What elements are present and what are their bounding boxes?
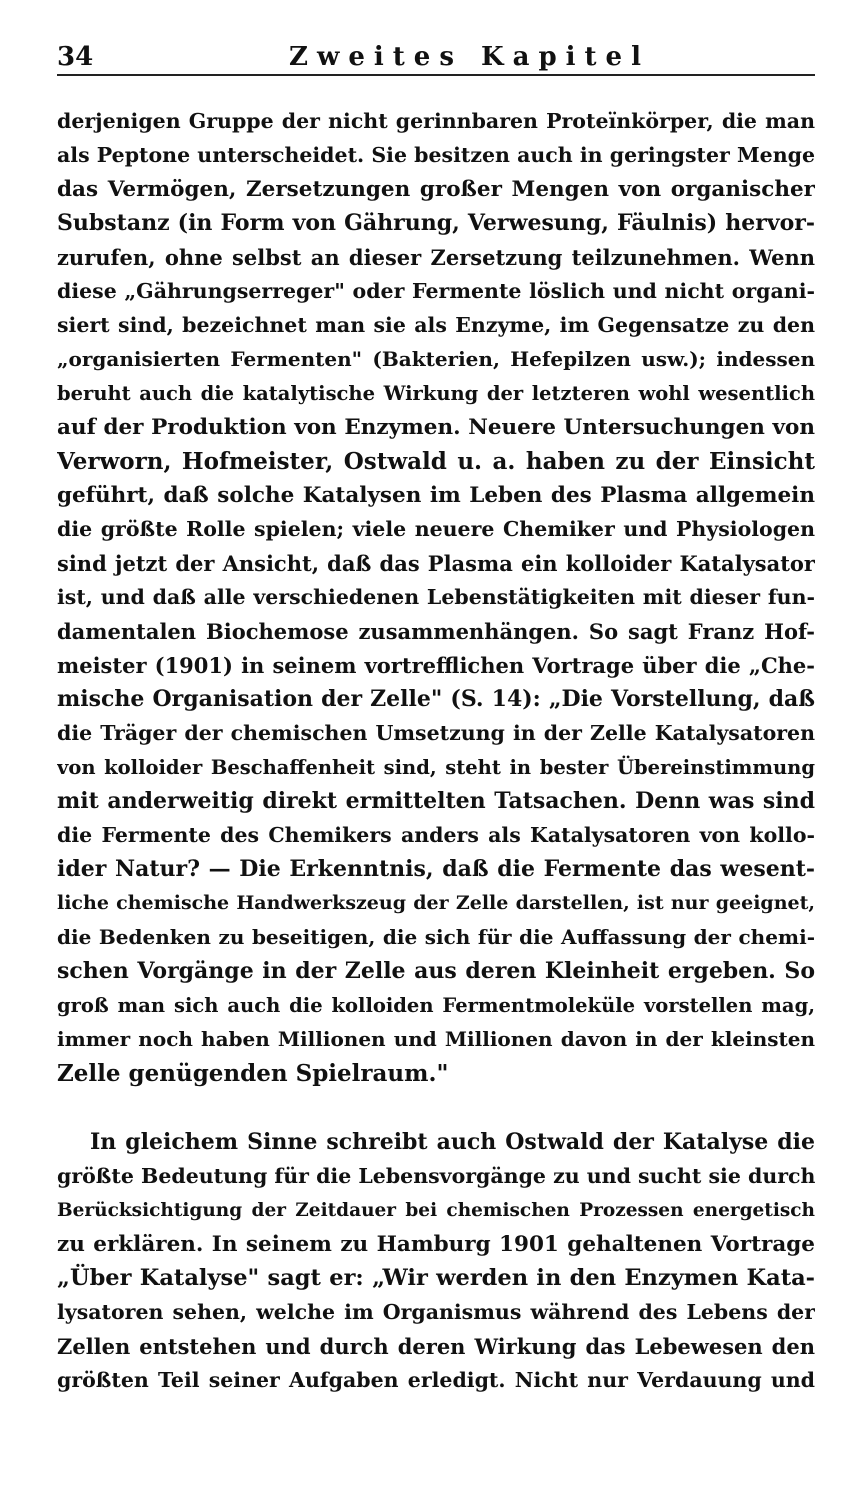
text-line: Substanz (in Form von Gährung, Verwesung, Fäulnis) hervor- <box>57 210 815 236</box>
text-line: beruht auch die katalytische Wirkung der letzteren wohl wesentlich <box>57 382 815 405</box>
text-line: zurufen, ohne selbst an dieser Zersetzung teilzunehmen. Wenn <box>57 245 815 270</box>
text-line: das Vermögen, Zersetzungen großer Mengen von organischer <box>57 177 815 202</box>
text-line: Verworn, Hofmeister, Ostwald u. a. haben zu der Einsicht <box>57 448 815 475</box>
text-line: „organisierten Fermenten" (Bakterien, Hefepilzen usw.); indessen <box>57 347 815 371</box>
text-line: mit anderweitig direkt ermittelten Tatsachen. Denn was sind <box>57 788 815 814</box>
text-line: In gleichem Sinne schreibt auch Ostwald der Katalyse die <box>90 1129 815 1155</box>
text-line: siert sind, bezeichnet man sie als Enzyme, im Gegensatze zu den <box>57 313 815 337</box>
text-line: zu erklären. In seinem zu Hamburg 1901 gehaltenen Vortrage <box>57 1232 815 1257</box>
text-line: immer noch haben Millionen und Millionen davon in der kleinsten <box>57 1027 815 1051</box>
text-line: ider Natur? — Die Erkenntnis, daß die Fermente das wesent- <box>57 856 815 882</box>
text-line: größte Bedeutung für die Lebensvorgänge zu und sucht sie durch <box>57 1164 815 1188</box>
text-line: schen Vorgänge in der Zelle aus deren Kleinheit ergeben. So <box>57 958 815 984</box>
text-line: geführt, daß solche Katalysen im Leben des Plasma allgemein <box>57 483 815 508</box>
text-line: derjenigen Gruppe der nicht gerinnbaren Proteïnkörper, die man <box>57 109 815 133</box>
text-line: als Peptone unterscheidet. Sie besitzen auch in geringster Menge <box>57 143 815 167</box>
text-line: meister (1901) in seinem vortrefflichen Vortrage über die „Che- <box>57 653 815 678</box>
text-line: größten Teil seiner Aufgaben erledigt. Nicht nur Verdauung und <box>57 1368 815 1392</box>
text-line: liche chemische Handwerkszeug der Zelle darstellen, ist nur geeignet, <box>57 892 815 914</box>
text-line: „Über Katalyse" sagt er: „Wir werden in den Enzymen Kata- <box>57 1265 815 1291</box>
text-line: lysatoren sehen, welche im Organismus während des Lebens der <box>57 1300 815 1324</box>
text-line: Zelle genügenden Spielraum." <box>57 1060 449 1087</box>
text-line: Berücksichtigung der Zeitdauer bei chemischen Prozessen energetisch <box>57 1200 815 1221</box>
text-line: damentalen Biochemose zusammenhängen. So sagt Franz Hof- <box>57 619 815 644</box>
text-line: mische Organisation der Zelle" (S. 14): „Die Vorstellung, daß <box>57 686 815 712</box>
header-rule <box>57 74 815 76</box>
text-line: groß man sich auch die kolloiden Fermentmoleküle vorstellen mag, <box>57 994 815 1017</box>
running-head: Zweites Kapitel <box>289 42 650 72</box>
page-number: 34 <box>57 42 94 72</box>
text-line: die Bedenken zu beseitigen, die sich für die Auffassung der chemi- <box>57 925 815 949</box>
text-line: die Träger der chemischen Umsetzung in der Zelle Katalysatoren <box>57 721 815 745</box>
page-header <box>57 38 815 74</box>
text-line: diese „Gährungserreger" oder Fermente löslich und nicht organi- <box>57 279 815 303</box>
text-line: sind jetzt der Ansicht, daß das Plasma ein kolloider Katalysator <box>57 551 815 576</box>
text-line: die größte Rolle spielen; viele neuere Chemiker und Physiologen <box>57 517 815 541</box>
text-line: die Fermente des Chemikers anders als Katalysatoren von kollo- <box>57 823 815 847</box>
text-line: ist, und daß alle verschiedenen Lebenstätigkeiten mit dieser fun- <box>57 585 815 609</box>
text-line: auf der Produktion von Enzymen. Neuere Untersuchungen von <box>57 415 815 440</box>
text-line: von kolloider Beschaffenheit sind, steht in bester Übereinstimmung <box>57 756 815 779</box>
text-line: Zellen entstehen und durch deren Wirkung das Lebewesen den <box>57 1334 815 1359</box>
